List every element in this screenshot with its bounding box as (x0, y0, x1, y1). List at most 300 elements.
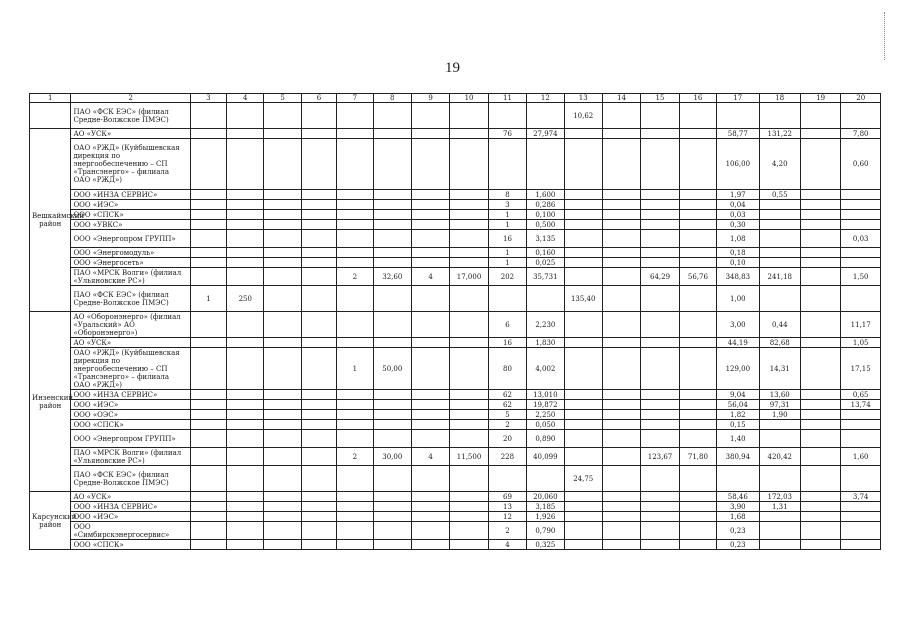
value-cell (373, 338, 411, 348)
value-cell (301, 410, 336, 420)
column-header-12: 12 (527, 94, 564, 103)
value-cell (679, 400, 716, 410)
value-cell (411, 139, 449, 190)
value-cell (450, 430, 488, 448)
value-cell (373, 129, 411, 139)
table-row (30, 258, 881, 268)
value-cell: 62 (488, 400, 526, 410)
value-cell (264, 410, 301, 420)
value-cell (641, 139, 679, 190)
value-cell (759, 103, 800, 129)
value-cell (411, 466, 449, 492)
value-cell (301, 258, 336, 268)
value-cell (800, 200, 840, 210)
value-cell (301, 502, 336, 512)
value-cell (190, 492, 226, 502)
value-cell (564, 268, 602, 286)
value-cell (450, 492, 488, 502)
value-cell (602, 410, 640, 420)
value-cell (800, 139, 840, 190)
value-cell (301, 420, 336, 430)
column-header-15: 15 (641, 94, 679, 103)
value-cell (411, 410, 449, 420)
organization-cell: ООО «СПСК» (71, 540, 190, 550)
value-cell (800, 448, 840, 466)
value-cell (301, 448, 336, 466)
value-cell: 0,890 (527, 430, 564, 448)
column-header-18: 18 (759, 94, 800, 103)
value-cell (337, 190, 373, 200)
value-cell (679, 338, 716, 348)
value-cell (337, 492, 373, 502)
value-cell: 9,04 (717, 390, 759, 400)
value-cell (450, 103, 488, 129)
value-cell (564, 230, 602, 248)
value-cell (602, 492, 640, 502)
value-cell (759, 512, 800, 522)
value-cell (411, 512, 449, 522)
value-cell (227, 200, 264, 210)
value-cell (841, 522, 881, 540)
table-row (30, 420, 881, 430)
value-cell: 0,15 (717, 420, 759, 430)
value-cell (841, 466, 881, 492)
value-cell (602, 129, 640, 139)
value-cell (841, 286, 881, 312)
value-cell: 19,872 (527, 400, 564, 410)
value-cell (759, 430, 800, 448)
organization-cell: ООО «Энергопром ГРУПП» (71, 230, 190, 248)
value-cell (450, 522, 488, 540)
value-cell (679, 512, 716, 522)
table-row (30, 312, 881, 338)
value-cell: 1,50 (841, 268, 881, 286)
value-cell (641, 286, 679, 312)
table-row (30, 540, 881, 550)
value-cell: 0,55 (759, 190, 800, 200)
value-cell (411, 210, 449, 220)
organization-cell: ООО «УВКС» (71, 220, 190, 230)
value-cell (564, 492, 602, 502)
value-cell (602, 103, 640, 129)
value-cell (800, 190, 840, 200)
organization-cell: ООО «ОЭС» (71, 410, 190, 420)
value-cell (227, 540, 264, 550)
value-cell (264, 190, 301, 200)
district-cell: Инзенский район (30, 312, 71, 492)
value-cell (411, 248, 449, 258)
value-cell (227, 512, 264, 522)
value-cell (602, 139, 640, 190)
value-cell: 1 (190, 286, 226, 312)
column-header-13: 13 (564, 94, 602, 103)
table-row (30, 390, 881, 400)
value-cell (190, 502, 226, 512)
value-cell (301, 268, 336, 286)
value-cell: 1,830 (527, 338, 564, 348)
value-cell (800, 410, 840, 420)
value-cell (450, 348, 488, 390)
value-cell (564, 522, 602, 540)
value-cell (679, 286, 716, 312)
value-cell: 1 (488, 248, 526, 258)
value-cell (717, 103, 759, 129)
value-cell (190, 268, 226, 286)
value-cell: 2,230 (527, 312, 564, 338)
value-cell (264, 210, 301, 220)
value-cell (641, 522, 679, 540)
value-cell: 1,926 (527, 512, 564, 522)
value-cell (373, 210, 411, 220)
column-header-4: 4 (227, 94, 264, 103)
value-cell (564, 129, 602, 139)
value-cell (264, 220, 301, 230)
value-cell (227, 248, 264, 258)
value-cell (264, 129, 301, 139)
value-cell (800, 466, 840, 492)
value-cell (759, 200, 800, 210)
value-cell (264, 512, 301, 522)
value-cell: 1,90 (759, 410, 800, 420)
value-cell (602, 220, 640, 230)
value-cell (841, 200, 881, 210)
value-cell (227, 420, 264, 430)
value-cell: 3,135 (527, 230, 564, 248)
value-cell (679, 258, 716, 268)
column-header-9: 9 (411, 94, 449, 103)
value-cell (564, 540, 602, 550)
value-cell (564, 220, 602, 230)
organization-cell: АО «УСК» (71, 129, 190, 139)
value-cell (227, 390, 264, 400)
value-cell: 202 (488, 268, 526, 286)
value-cell: 58,77 (717, 129, 759, 139)
value-cell (227, 190, 264, 200)
value-cell (301, 210, 336, 220)
value-cell (800, 522, 840, 540)
value-cell: 0,23 (717, 522, 759, 540)
value-cell (411, 312, 449, 338)
value-cell (227, 220, 264, 230)
value-cell (227, 466, 264, 492)
value-cell (411, 348, 449, 390)
value-cell (800, 540, 840, 550)
value-cell (564, 410, 602, 420)
value-cell: 0,23 (717, 540, 759, 550)
value-cell: 131,22 (759, 129, 800, 139)
value-cell (641, 190, 679, 200)
value-cell: 129,00 (717, 348, 759, 390)
value-cell (190, 390, 226, 400)
table-row (30, 430, 881, 448)
value-cell: 0,03 (841, 230, 881, 248)
value-cell (564, 200, 602, 210)
value-cell (301, 139, 336, 190)
column-header-6: 6 (301, 94, 336, 103)
value-cell (337, 103, 373, 129)
value-cell (602, 248, 640, 258)
value-cell (679, 129, 716, 139)
value-cell (800, 210, 840, 220)
value-cell (759, 286, 800, 312)
organization-cell: ООО «ИНЗА СЕРВИС» (71, 390, 190, 400)
value-cell (841, 258, 881, 268)
value-cell (450, 258, 488, 268)
value-cell: 0,100 (527, 210, 564, 220)
table-row (30, 522, 881, 540)
value-cell (264, 400, 301, 410)
value-cell (264, 522, 301, 540)
value-cell (264, 230, 301, 248)
value-cell (641, 200, 679, 210)
column-header-10: 10 (450, 94, 488, 103)
value-cell (450, 248, 488, 258)
value-cell (337, 522, 373, 540)
value-cell (301, 466, 336, 492)
value-cell (301, 522, 336, 540)
value-cell: 0,65 (841, 390, 881, 400)
value-cell: 82,68 (759, 338, 800, 348)
value-cell: 11,17 (841, 312, 881, 338)
value-cell (800, 103, 840, 129)
column-header-17: 17 (717, 94, 759, 103)
value-cell (373, 420, 411, 430)
value-cell (564, 420, 602, 430)
table-body (30, 103, 881, 550)
value-cell (564, 430, 602, 448)
value-cell (373, 103, 411, 129)
value-cell (841, 248, 881, 258)
value-cell (301, 230, 336, 248)
value-cell (264, 286, 301, 312)
value-cell (227, 348, 264, 390)
value-cell (602, 338, 640, 348)
value-cell: 56,76 (679, 268, 716, 286)
value-cell: 1 (488, 220, 526, 230)
value-cell (800, 430, 840, 448)
value-cell (450, 390, 488, 400)
value-cell (264, 420, 301, 430)
value-cell (264, 248, 301, 258)
value-cell: 6 (488, 312, 526, 338)
value-cell (679, 200, 716, 210)
value-cell (679, 410, 716, 420)
column-header-19: 19 (800, 94, 840, 103)
value-cell: 3,00 (717, 312, 759, 338)
value-cell (301, 492, 336, 502)
value-cell (190, 200, 226, 210)
value-cell (602, 420, 640, 430)
value-cell (190, 540, 226, 550)
value-cell (411, 492, 449, 502)
value-cell: 380,94 (717, 448, 759, 466)
value-cell (527, 286, 564, 312)
value-cell (190, 190, 226, 200)
value-cell: 250 (227, 286, 264, 312)
district-cell: Вешкаймский район (30, 129, 71, 312)
value-cell (373, 220, 411, 230)
value-cell (190, 348, 226, 390)
column-header-14: 14 (602, 94, 640, 103)
value-cell (264, 258, 301, 268)
value-cell (679, 430, 716, 448)
value-cell: 3,185 (527, 502, 564, 512)
value-cell (337, 338, 373, 348)
value-cell (264, 448, 301, 466)
value-cell (227, 338, 264, 348)
value-cell (450, 129, 488, 139)
value-cell: 24,75 (564, 466, 602, 492)
organization-cell: ООО «Симбирскэнергосервис» (71, 522, 190, 540)
table-row (30, 139, 881, 190)
organization-cell: ПАО «ФСК ЕЭС» (филиал Средне-Волжское ПМЭС) (71, 286, 190, 312)
value-cell (564, 210, 602, 220)
value-cell (759, 522, 800, 540)
value-cell (411, 390, 449, 400)
value-cell: 123,67 (641, 448, 679, 466)
column-header-7: 7 (337, 94, 373, 103)
value-cell: 0,500 (527, 220, 564, 230)
value-cell (227, 448, 264, 466)
value-cell: 12 (488, 512, 526, 522)
value-cell (373, 540, 411, 550)
value-cell (337, 210, 373, 220)
value-cell (227, 522, 264, 540)
value-cell (800, 258, 840, 268)
value-cell: 1,05 (841, 338, 881, 348)
value-cell (564, 190, 602, 200)
value-cell (679, 248, 716, 258)
value-cell (301, 312, 336, 338)
value-cell (337, 410, 373, 420)
value-cell (337, 220, 373, 230)
value-cell (301, 512, 336, 522)
value-cell (337, 466, 373, 492)
value-cell (841, 540, 881, 550)
value-cell (301, 248, 336, 258)
value-cell: 4 (488, 540, 526, 550)
value-cell (800, 390, 840, 400)
value-cell (411, 400, 449, 410)
value-cell (373, 430, 411, 448)
organization-cell: ОАО «РЖД» (Куйбышевская дирекция по энергообеспечению – СП «Трансэнерго» – филиала ОАО «РЖД») (71, 139, 190, 190)
value-cell (411, 103, 449, 129)
value-cell (337, 200, 373, 210)
value-cell (373, 248, 411, 258)
value-cell (264, 390, 301, 400)
table-row (30, 268, 881, 286)
value-cell (602, 348, 640, 390)
value-cell (800, 129, 840, 139)
organization-cell: ПАО «ФСК ЕЭС» (филиал Средне-Волжское ПМЭС) (71, 103, 190, 129)
value-cell: 1,97 (717, 190, 759, 200)
value-cell (679, 103, 716, 129)
organization-cell: ООО «Энергосеть» (71, 258, 190, 268)
value-cell (411, 129, 449, 139)
value-cell: 0,050 (527, 420, 564, 430)
table-row (30, 230, 881, 248)
value-cell: 10,62 (564, 103, 602, 129)
table-row (30, 492, 881, 502)
value-cell (759, 230, 800, 248)
value-cell: 40,099 (527, 448, 564, 466)
organization-cell: ООО «ИЭС» (71, 200, 190, 210)
value-cell: 13 (488, 502, 526, 512)
table-row (30, 248, 881, 258)
organization-cell: ООО «ИНЗА СЕРВИС» (71, 190, 190, 200)
value-cell (227, 312, 264, 338)
value-cell (337, 512, 373, 522)
value-cell (264, 348, 301, 390)
value-cell (641, 258, 679, 268)
value-cell (373, 286, 411, 312)
value-cell: 62 (488, 390, 526, 400)
value-cell (301, 390, 336, 400)
margin-mark (884, 12, 886, 60)
organization-cell: ПАО «МРСК Волги» (филиал «Ульяновские РС») (71, 448, 190, 466)
value-cell (190, 430, 226, 448)
value-cell (337, 420, 373, 430)
value-cell (190, 103, 226, 129)
column-header-5: 5 (264, 94, 301, 103)
value-cell (264, 139, 301, 190)
value-cell (411, 502, 449, 512)
value-cell: 4,002 (527, 348, 564, 390)
value-cell (602, 522, 640, 540)
value-cell: 0,790 (527, 522, 564, 540)
value-cell: 3,90 (717, 502, 759, 512)
value-cell (337, 286, 373, 312)
value-cell: 1,600 (527, 190, 564, 200)
value-cell (337, 312, 373, 338)
value-cell (641, 248, 679, 258)
column-header-11: 11 (488, 94, 526, 103)
value-cell (450, 502, 488, 512)
value-cell (564, 338, 602, 348)
value-cell (800, 492, 840, 502)
column-header-16: 16 (679, 94, 716, 103)
value-cell (227, 410, 264, 420)
value-cell (679, 139, 716, 190)
value-cell (450, 410, 488, 420)
table-row (30, 190, 881, 200)
value-cell (800, 230, 840, 248)
data-table (29, 93, 881, 550)
value-cell (190, 220, 226, 230)
value-cell: 4 (411, 268, 449, 286)
value-cell (301, 348, 336, 390)
value-cell (800, 338, 840, 348)
value-cell (337, 390, 373, 400)
value-cell (641, 390, 679, 400)
value-cell (641, 312, 679, 338)
value-cell (264, 103, 301, 129)
value-cell (527, 139, 564, 190)
value-cell: 17,15 (841, 348, 881, 390)
value-cell (800, 248, 840, 258)
value-cell (679, 492, 716, 502)
value-cell: 1,31 (759, 502, 800, 512)
value-cell: 8 (488, 190, 526, 200)
organization-cell: ООО «СПСК» (71, 420, 190, 430)
value-cell: 0,30 (717, 220, 759, 230)
value-cell (679, 522, 716, 540)
value-cell: 0,286 (527, 200, 564, 210)
value-cell (841, 430, 881, 448)
value-cell (373, 522, 411, 540)
value-cell (641, 220, 679, 230)
value-cell (301, 129, 336, 139)
